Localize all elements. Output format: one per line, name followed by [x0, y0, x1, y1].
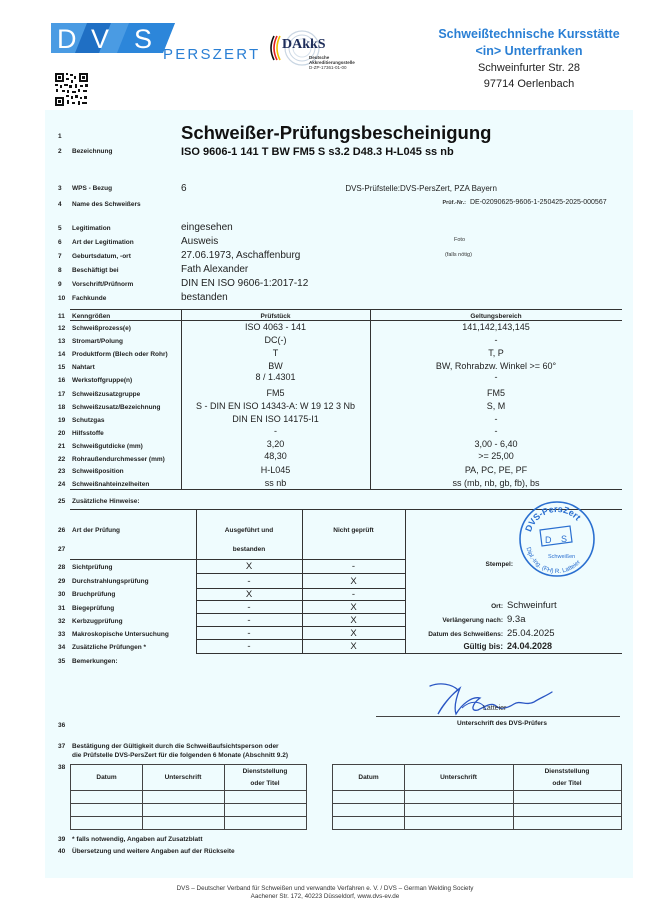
svg-text:V: V: [91, 24, 110, 53]
param-test-value: ISO 4063 - 141: [244, 322, 307, 332]
row-border: [196, 613, 405, 614]
row-number: 22: [58, 456, 66, 463]
row-number: 40: [58, 848, 66, 855]
footer-line1: DVS – Deutscher Verband für Schweißen und verwandte Verfahren e. V. / DVS – German Welding Society: [176, 885, 474, 892]
param-label: Schweißzusatz/Bezeichnung: [72, 404, 161, 411]
test-label: Sichtprüfung: [72, 564, 113, 571]
param-label: Schweißzusatzgruppe: [72, 391, 141, 398]
row-number: 5: [58, 225, 62, 232]
param-label: Schweißposition: [72, 468, 124, 475]
row-divider: [333, 816, 621, 817]
row-divider: [333, 790, 621, 791]
photo-label: Foto: [454, 237, 466, 243]
row-number: 11: [58, 313, 65, 320]
row-number: 24: [58, 481, 66, 488]
field-value-legitimation: eingesehen: [181, 222, 233, 233]
row-border: [196, 639, 405, 640]
test-label: Kerbzugprüfung: [72, 618, 123, 625]
row-number: 7: [58, 253, 62, 260]
row-number: 25: [58, 498, 66, 505]
field-label-legitimation: Legitimation: [72, 225, 111, 232]
confirmation-table-right: [332, 764, 622, 830]
row-number: 20: [58, 430, 66, 437]
test-done-mark: -: [247, 628, 251, 639]
table-bottom-border: [70, 489, 622, 490]
certificate-panel: [45, 110, 633, 878]
test-label: Makroskopische Untersuchung: [72, 631, 169, 638]
row-number: 30: [58, 591, 66, 598]
column-header-datum: Datum: [96, 774, 117, 781]
page-title: Schweißer-Prüfungsbescheinigung: [181, 122, 492, 143]
column-header-pruefstueck: Prüfstück: [260, 313, 291, 320]
test-done-mark: X: [245, 561, 253, 572]
param-test-value: -: [274, 426, 277, 436]
svg-text:D: D: [545, 535, 552, 545]
stamp-icon: [518, 500, 596, 578]
row-number: 35: [58, 658, 66, 665]
verlaengerung-value: 9.3a: [507, 614, 526, 625]
test-not-mark: X: [350, 641, 357, 652]
row-number: 36: [58, 722, 66, 729]
remarks-label: Bemerkungen:: [72, 658, 118, 665]
param-label: Werkstoffgruppe(n): [72, 377, 133, 384]
field-label-wps: WPS - Bezug: [72, 185, 113, 192]
field-value-wps: 6: [181, 183, 187, 194]
tests-divider: [302, 559, 303, 653]
test-done-mark: -: [247, 576, 251, 587]
param-test-value: T: [272, 348, 279, 358]
tests-header-label: Art der Prüfung: [72, 527, 121, 534]
param-test-value: DIN EN ISO 14175-I1: [232, 414, 319, 424]
schweissdatum-value: 25.04.2025: [507, 628, 555, 639]
row-number: 1: [58, 133, 62, 140]
row-border: [196, 600, 405, 601]
test-label: Durchstrahlungsprüfung: [72, 578, 149, 585]
tests-header-border: [70, 559, 405, 560]
gueltig-label: Gültig bis:: [463, 642, 503, 651]
column-header-unterschrift: Unterschrift: [440, 774, 477, 781]
test-not-mark: X: [350, 615, 357, 626]
test-not-mark: -: [351, 589, 356, 600]
row-number: 23: [58, 468, 66, 475]
dakks-name: DAkkS: [282, 37, 326, 52]
row-number: 19: [58, 417, 66, 424]
signature-icon: [400, 680, 570, 720]
param-label: Schweißnahteinzelheiten: [72, 481, 150, 488]
row-number: 33: [58, 631, 66, 638]
qr-code-icon[interactable]: [54, 72, 89, 107]
row-number: 39: [58, 836, 66, 843]
field-label-art-legitimation: Art der Legitimation: [72, 239, 134, 246]
param-label: Rohraußendurchmesser (mm): [72, 456, 165, 463]
row-number: 13: [58, 338, 66, 345]
param-range-value: -: [494, 335, 498, 345]
column-header-done: Ausgeführt und: [224, 527, 274, 534]
param-test-value: DC(-): [264, 335, 287, 345]
test-not-mark: -: [351, 561, 356, 572]
param-label: Stromart/Polung: [72, 338, 123, 345]
param-label: Hilfsstoffe: [72, 430, 104, 437]
certificate-designation: ISO 9606-1 141 T BW FM5 S s3.2 D48.3 H-L045 ss nb: [181, 146, 454, 158]
param-label: Schutzgas: [72, 417, 105, 424]
page-footer: [100, 885, 550, 901]
field-label-fachkunde: Fachkunde: [72, 295, 107, 302]
row-number: 32: [58, 618, 66, 625]
table-top-border: [70, 309, 622, 310]
field-value-fachkunde: bestanden: [181, 292, 228, 303]
row-number: 16: [58, 377, 66, 384]
footnote-text: * falls notwendig, Angaben auf Zusatzblatt: [72, 836, 203, 843]
column-header-dienststellung: Dienststellung: [544, 768, 590, 775]
dvs-logo: [51, 23, 175, 53]
stamp-label: Stempel:: [485, 561, 513, 568]
row-number: 9: [58, 281, 62, 288]
column-header-titel: oder Titel: [552, 780, 582, 787]
row-number: 18: [58, 404, 66, 411]
row-number: 28: [58, 564, 66, 571]
svg-text:Dipl.-Ing. (FH) R. Latteier: Dipl.-Ing. (FH) R. Latteier: [524, 546, 582, 576]
row-number: 6: [58, 239, 62, 246]
svg-text:S: S: [134, 24, 153, 53]
row-number: 21: [58, 443, 66, 450]
svg-text:DVS-PersZert: DVS-PersZert: [523, 503, 583, 533]
param-test-value: H-L045: [260, 465, 291, 475]
svg-text:Schweißen: Schweißen: [548, 554, 576, 560]
dakks-line1: Deutsche: [309, 55, 330, 60]
field-label-bezeichnung: Bezeichnung: [72, 148, 113, 155]
row-number: 10: [58, 295, 66, 302]
row-number: 14: [58, 351, 66, 358]
verlaengerung-label: Verlängerung nach:: [442, 617, 503, 624]
test-done-mark: -: [247, 602, 251, 613]
row-number: 12: [58, 325, 66, 332]
svg-text:D: D: [57, 24, 77, 53]
issuer-address: [420, 26, 638, 92]
tests-divider: [196, 559, 197, 653]
row-number: 31: [58, 605, 66, 612]
param-range-value: -: [494, 426, 498, 436]
issuer-name: Schweißtechnische Kursstätte: [438, 27, 620, 41]
dakks-line2: Akkreditierungsstelle: [309, 60, 355, 65]
column-header-geltungsbereich: Geltungsbereich: [470, 313, 522, 320]
param-label: Produktform (Blech oder Rohr): [72, 351, 168, 358]
param-test-value: ss nb: [264, 478, 287, 488]
row-number: 34: [58, 644, 66, 651]
test-done-mark: X: [245, 589, 253, 600]
gueltig-value: 24.04.2028: [507, 641, 553, 651]
row-number: 26: [58, 527, 66, 534]
column-header-kenngroessen: Kenngrößen: [72, 313, 111, 320]
row-number: 3: [58, 185, 62, 192]
signature-caption: Unterschrift des DVS-Prüfers: [457, 720, 547, 727]
row-divider: [333, 803, 621, 804]
param-range-value: 141,142,143,145: [462, 322, 530, 332]
issuer-street: Schweinfurter Str. 28: [477, 62, 581, 74]
field-value-norm: DIN EN ISO 9606-1:2017-12: [181, 278, 309, 289]
field-label-geburtsdatum: Geburtsdatum, -ort: [72, 253, 131, 260]
test-not-mark: X: [350, 576, 357, 587]
field-value-art-legitimation: Ausweis: [181, 236, 219, 247]
param-range-value: 3,00 - 6,40: [474, 439, 518, 449]
row-border: [196, 573, 405, 574]
param-test-value: FM5: [266, 388, 285, 398]
row-divider: [71, 790, 306, 791]
param-test-value: 48,30: [264, 451, 287, 461]
confirmation-line2: die Prüfstelle DVS-PersZert für die folgenden 6 Monate (Abschnitt 9.2): [72, 752, 288, 759]
table-header-border: [70, 320, 622, 321]
param-range-value: -: [494, 414, 498, 424]
column-header-dienststellung: Dienststellung: [242, 768, 288, 775]
param-range-value: >= 25,00: [478, 451, 514, 461]
schweissdatum-label: Datum des Schweißens:: [428, 631, 503, 638]
column-header-unterschrift: Unterschrift: [164, 774, 202, 781]
ort-label: Ort:: [491, 603, 503, 610]
row-number: 17: [58, 391, 66, 398]
photo-note: (falls nötig): [445, 252, 472, 258]
row-number: 2: [58, 148, 62, 155]
field-label-beschaeftigt: Beschäftigt bei: [72, 267, 119, 274]
param-test-value: BW: [268, 361, 283, 371]
param-range-value: S, M: [486, 401, 506, 411]
param-range-value: -: [494, 372, 498, 382]
test-not-mark: X: [350, 602, 357, 613]
param-range-value: BW, Rohrabzw. Winkel >= 60°: [435, 361, 557, 371]
param-range-value: ss (mb, nb, gb, fb), bs: [452, 478, 540, 488]
field-value-geburtsdatum: 27.06.1973, Aschaffenburg: [181, 250, 301, 261]
footer-line2: Aachener Str. 172, 40223 Düsseldorf, www.dvs-ev.de: [250, 893, 400, 900]
test-label: Bruchprüfung: [72, 591, 116, 598]
param-label: Nahtart: [72, 364, 95, 371]
footnote-text: Übersetzung und weitere Angaben auf der Rückseite: [72, 848, 235, 855]
param-test-value: 8 / 1.4301: [255, 372, 296, 382]
column-header-not-tested: Nicht geprüft: [333, 527, 374, 534]
row-border: [196, 626, 405, 627]
param-range-value: T, P: [488, 348, 504, 358]
test-done-mark: -: [247, 641, 251, 652]
perszert-wordmark: PERSZERT: [163, 46, 261, 63]
pruefnr-value: DE-02090625-9606-1-250425-2025-000567: [470, 199, 607, 206]
param-label: Schweißprozess(e): [72, 325, 131, 332]
row-number: 37: [58, 743, 66, 750]
notes-label: Zusätzliche Hinweise:: [72, 498, 140, 505]
tests-bottom-border: [196, 653, 622, 654]
param-range-value: FM5: [487, 388, 505, 398]
issuer-region: <in> Unterfranken: [475, 44, 583, 58]
param-range-value: PA, PC, PE, PF: [464, 465, 528, 475]
dakks-subtitle: [309, 55, 355, 70]
pruefnr-label: Prüf.-Nr.:: [442, 200, 466, 206]
signatory-name: Latteier: [483, 705, 507, 712]
row-number: 29: [58, 578, 66, 585]
row-number: 8: [58, 267, 62, 274]
row-number: 15: [58, 364, 66, 371]
test-label: Biegeprüfung: [72, 605, 115, 612]
svg-text:S: S: [561, 534, 568, 544]
column-header-datum: Datum: [358, 774, 379, 781]
row-divider: [71, 816, 306, 817]
param-test-value: S - DIN EN ISO 14343-A: W 19 12 3 Nb: [195, 401, 356, 411]
test-done-mark: -: [247, 615, 251, 626]
issuer-city: 97714 Oerlenbach: [483, 78, 575, 90]
signature-line: [376, 716, 620, 717]
column-header-titel: oder Titel: [250, 780, 280, 787]
field-value-beschaeftigt: Fath Alexander: [181, 264, 249, 275]
pruefstelle-label: DVS-Prüfstelle:: [345, 184, 400, 193]
test-not-mark: X: [350, 628, 357, 639]
ort-value: Schweinfurt: [507, 600, 557, 611]
test-label: Zusätzliche Prüfungen *: [72, 644, 147, 651]
row-divider: [71, 803, 306, 804]
confirmation-line1: Bestätigung der Gültigkeit durch die Schweißaufsichtsperson oder: [72, 743, 279, 750]
pruefstelle-value: DVS-PersZert, PZA Bayern: [400, 184, 497, 193]
dakks-code: D-ZP-17361-01-00: [309, 65, 347, 70]
row-number: 4: [58, 201, 62, 208]
column-header-done-2: bestanden: [232, 546, 266, 553]
field-label-norm: Vorschrift/Prüfnorm: [72, 281, 134, 288]
field-label-name: Name des Schweißers: [72, 201, 141, 208]
row-number: 27: [58, 546, 66, 553]
param-test-value: 3,20: [266, 439, 285, 449]
confirmation-table-left: [70, 764, 307, 830]
row-number: 38: [58, 764, 66, 771]
param-label: Schweißgutdicke (mm): [72, 443, 143, 450]
